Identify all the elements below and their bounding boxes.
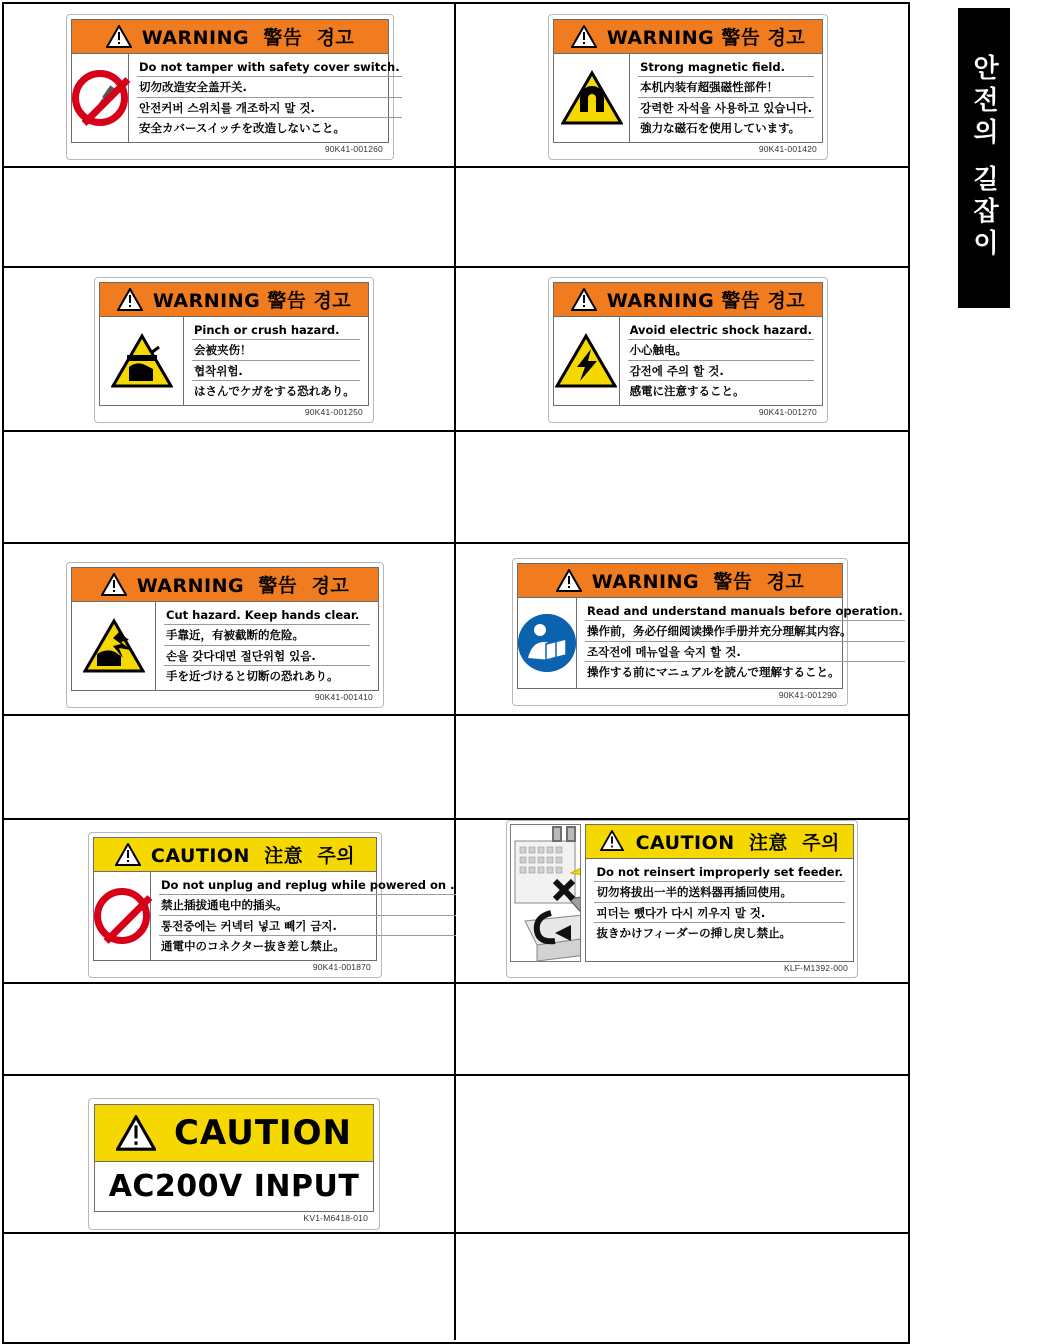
label-text-lines — [620, 317, 822, 405]
alert-triangle-icon — [556, 569, 582, 592]
label-part-number: KV1-M6418-010 — [303, 1213, 368, 1223]
label-line-jp: 強力な磁石を使用しています。 — [640, 121, 801, 136]
label-part-number: 90K41-001290 — [778, 690, 837, 700]
label-line-jp: 抜きかけフィーダーの挿し戻し禁止。 — [596, 926, 792, 941]
label-part-number: 90K41-001270 — [758, 407, 817, 417]
warning-label-no-tamper-safety-cover — [66, 14, 400, 160]
alert-triangle-icon — [117, 288, 143, 311]
label-line-kr: 감전에 주의 할 것. — [628, 361, 814, 381]
label-line-kr: 손을 갖다대면 절단위험 있음. — [164, 646, 370, 666]
side-index-tab — [958, 8, 1010, 308]
label-header-text: CAUTION 注意 주의 — [150, 845, 356, 867]
caution-label-ac200v-input — [88, 1098, 380, 1230]
prohibition-screwdriver-icon — [72, 54, 129, 142]
electric-shock-icon — [554, 317, 620, 405]
cell-blank-3 — [4, 432, 456, 542]
cell-blank-10 — [456, 1234, 908, 1340]
label-line-kr: 피더는 뺐다가 다시 끼우지 말 것. — [594, 903, 845, 923]
cell-blank-7 — [4, 984, 456, 1074]
warning-label-cut-hazard — [66, 562, 384, 708]
cell-label-10 — [456, 1072, 908, 1232]
label-part-number: 90K41-001260 — [324, 144, 383, 154]
label-line-cn: 禁止插拔通电中的插头。 — [159, 895, 456, 915]
label-line-en: Do not tamper with safety cover switch. — [137, 57, 402, 77]
alert-triangle-icon — [101, 573, 127, 596]
alert-triangle-icon — [115, 843, 141, 866]
table-row — [4, 168, 908, 268]
label-line-kr: 협착위험. — [192, 361, 360, 381]
label-line-cn: 会被夹伤！ — [192, 340, 360, 360]
label-header-text: WARNING 警告 경고 — [591, 571, 805, 593]
caution-label-do-not-unplug — [88, 832, 455, 978]
label-line-jp: 感電に注意すること。 — [629, 384, 745, 399]
caution-label-do-not-reinsert-feeder — [506, 820, 858, 978]
label-text-lines — [151, 872, 464, 960]
label-line-cn: 小心触电。 — [628, 340, 814, 360]
warning-label-strong-magnetic-field — [548, 14, 828, 160]
warning-label-pinch-or-crush-hazard — [94, 277, 374, 423]
label-line-cn: 本机内装有超强磁性部件！ — [638, 77, 814, 97]
label-line-kr: 강력한 자석을 사용하고 있습니다. — [638, 98, 814, 118]
alert-triangle-icon — [571, 288, 597, 311]
label-part-number: 90K41-001870 — [312, 962, 371, 972]
label-body — [95, 1162, 373, 1211]
warning-label-read-manuals — [512, 558, 903, 706]
label-header — [100, 283, 368, 317]
table-row — [4, 984, 908, 1074]
label-part-number: 90K41-001420 — [758, 144, 817, 154]
label-header-text: CAUTION 注意 주의 — [635, 832, 840, 854]
feeder-illustration — [510, 824, 581, 962]
label-line-kr: 안전커버 스위치를 개조하지 말 것. — [137, 98, 402, 118]
alert-triangle-icon — [106, 25, 132, 48]
label-line-cn: 手靠近，有被截断的危险。 — [164, 625, 370, 645]
label-text-lines — [156, 602, 378, 690]
label-line-cn: 切勿改造安全盖开关. — [137, 77, 402, 97]
warning-label-avoid-electric-shock — [548, 277, 828, 423]
table-row — [4, 1234, 908, 1340]
hand-crush-icon — [100, 317, 184, 405]
table-row — [4, 432, 908, 544]
label-part-number: KLF-M1392-000 — [783, 963, 848, 973]
alert-triangle-icon — [600, 830, 626, 853]
label-line-jp: はさんでケガをする恐れあり。 — [194, 384, 355, 399]
label-text-lines — [630, 54, 822, 142]
label-line-cn: 切勿将拔出一半的送料器再插回使用。 — [594, 882, 845, 902]
label-line-jp: 通電中のコネクター抜き差し禁止。 — [161, 939, 345, 954]
cell-blank-9 — [4, 1234, 456, 1340]
cell-blank-8 — [456, 984, 908, 1074]
cell-blank-2 — [456, 168, 908, 266]
label-header — [554, 283, 822, 317]
cell-blank-5 — [4, 716, 456, 818]
label-line-en: Pinch or crush hazard. — [192, 320, 360, 340]
magnet-hazard-icon — [554, 54, 630, 142]
label-header — [72, 568, 378, 602]
table-row — [4, 716, 908, 820]
label-header — [554, 20, 822, 54]
read-manual-icon — [518, 598, 577, 688]
hand-cut-icon — [72, 602, 156, 690]
label-line-en: Cut hazard. Keep hands clear. — [164, 605, 370, 625]
label-part-number: 90K41-001410 — [314, 692, 373, 702]
alert-triangle-icon — [571, 25, 597, 48]
label-header — [518, 564, 842, 598]
label-header-text: WARNING 警告 경고 — [141, 27, 355, 49]
prohibition-icon — [94, 872, 151, 960]
label-header-text: WARNING 警告 경고 — [606, 290, 806, 312]
label-line-jp: 操作する前にマニュアルを読んで理解すること。 — [587, 665, 840, 680]
label-header-text: WARNING 警告 경고 — [136, 575, 350, 597]
label-header — [95, 1105, 373, 1162]
label-line-jp: 安全カバースイッチを改造しないこと。 — [139, 121, 345, 136]
label-text-lines — [184, 317, 368, 405]
label-part-number: 90K41-001250 — [304, 407, 363, 417]
label-text-lines — [129, 54, 410, 142]
label-header-text: WARNING 警告 경고 — [152, 290, 352, 312]
label-line-en: Do not unplug and replug while powered on . — [159, 875, 456, 895]
label-line-jp: 手を近づけると切断の恐れあり。 — [166, 669, 339, 684]
label-line-en: Do not reinsert improperly set feeder. — [594, 862, 845, 882]
label-text-lines — [577, 598, 913, 688]
label-text-lines — [586, 859, 853, 961]
label-header — [72, 20, 388, 54]
label-line-kr: 조작전에 메뉴얼을 숙지 할 것. — [585, 642, 905, 662]
label-header-text: CAUTION — [173, 1113, 353, 1153]
cell-blank-4 — [456, 432, 908, 542]
label-header — [586, 825, 853, 859]
cell-blank-6 — [456, 716, 908, 818]
label-header — [94, 838, 376, 872]
alert-triangle-icon — [116, 1115, 156, 1151]
label-line-cn: 操作前，务必仔细阅读操作手册并充分理解其内容。 — [585, 621, 905, 641]
label-body-text: AC200V INPUT — [108, 1169, 360, 1204]
label-line-en: Read and understand manuals before operation. — [585, 601, 905, 621]
side-index-tab-label: 안전의 길잡이 — [968, 54, 999, 262]
cell-blank-1 — [4, 168, 456, 266]
label-line-en: Avoid electric shock hazard. — [628, 320, 814, 340]
label-header-text: WARNING 警告 경고 — [606, 27, 806, 49]
label-line-en: Strong magnetic field. — [638, 57, 814, 77]
label-line-kr: 통전중에는 커넥터 넣고 빼기 금지. — [159, 916, 456, 936]
